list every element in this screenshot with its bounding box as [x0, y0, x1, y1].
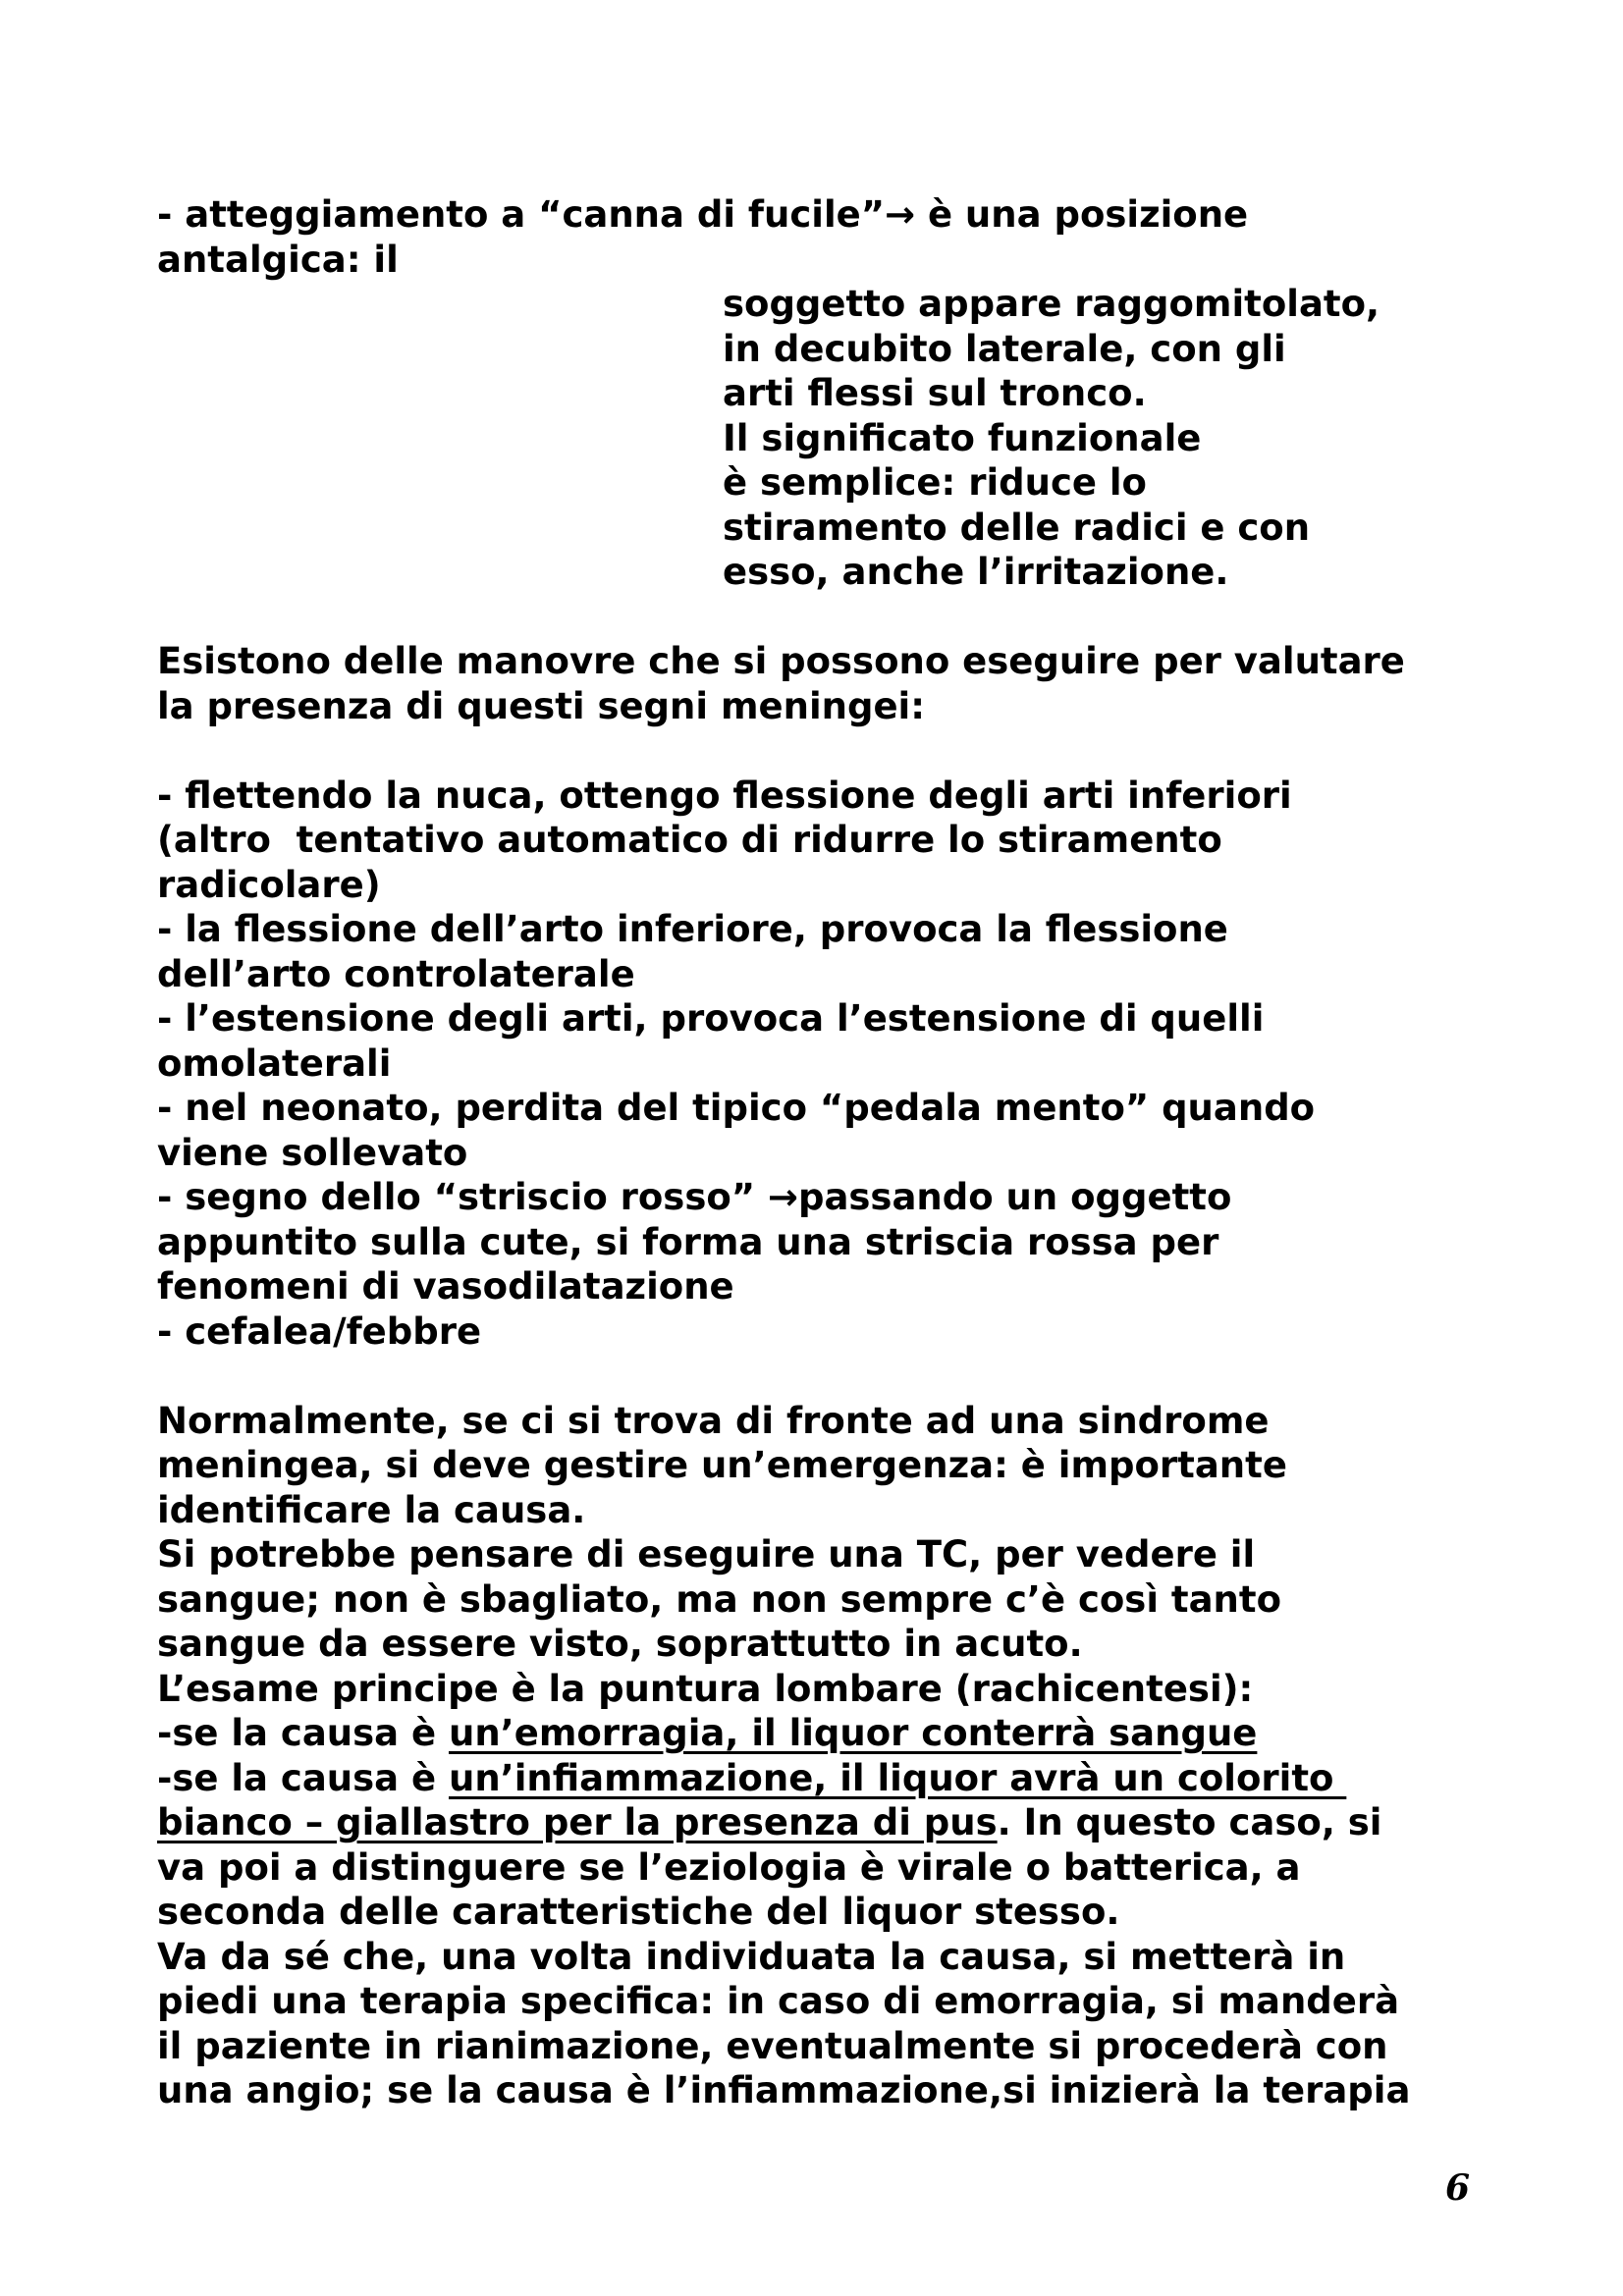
indented-line: arti flessi sul tronco. — [723, 372, 1147, 414]
infiammazione-underlined: un’infiammazione, il liquor avrà un colorito — [448, 1756, 1347, 1799]
text-line: la presenza di questi segni meningei: — [157, 684, 926, 727]
text-line: Si potrebbe pensare di eseguire una TC, per vedere il — [157, 1533, 1256, 1575]
infiammazione-underlined-2: bianco – giallastro per la presenza di pus — [157, 1801, 998, 1843]
infiammazione-line-2 — [157, 1800, 1532, 1845]
paragraph-gap — [157, 728, 1532, 774]
text-line: Va da sé che, una volta individuata la causa, si metterà in — [157, 1935, 1346, 1978]
text-line: - atteggiamento a “canna di fucile”→ è una posizione — [157, 193, 1249, 236]
list-line: dell’arto controlaterale — [157, 952, 635, 995]
text-line: Esistono delle manovre che si possono eseguire per valutare — [157, 640, 1405, 682]
infiammazione-prefix: -se la causa è — [157, 1756, 449, 1799]
list-line: fenomeni di vasodilatazione — [157, 1265, 734, 1308]
text-line: piedi una terapia specifica: in caso di emorragia, si manderà — [157, 1980, 1400, 2022]
paragraph-gap — [157, 595, 1532, 640]
paragraph-gap — [157, 1354, 1532, 1399]
indented-line: esso, anche l’irritazione. — [723, 551, 1229, 593]
text-line: sangue da essere visto, soprattutto in acuto. — [157, 1623, 1083, 1665]
list-line: - segno dello “striscio rosso” →passando un oggetto — [157, 1176, 1232, 1218]
document-body — [157, 192, 1532, 2113]
list-line: - nel neonato, perdita del tipico “pedala mento” quando — [157, 1087, 1316, 1129]
infiammazione-suffix: . In questo caso, si — [997, 1801, 1382, 1843]
indented-line: in decubito laterale, con gli — [723, 327, 1286, 370]
list-line: viene sollevato — [157, 1131, 468, 1174]
text-line: antalgica: il — [157, 238, 399, 281]
emorragia-underlined: un’emorragia, il liquor conterrà sangue — [448, 1712, 1258, 1754]
indented-line: è semplice: riduce lo — [723, 461, 1147, 504]
text-line: seconda delle caratteristiche del liquor stesso. — [157, 1891, 1120, 1933]
indented-line: stiramento delle radici e con — [723, 506, 1311, 549]
infiammazione-line — [157, 1756, 1532, 1801]
emorragia-prefix: -se la causa è — [157, 1712, 449, 1754]
list-line: - cefalea/febbre — [157, 1309, 482, 1353]
list-line: - flettendo la nuca, ottengo flessione degli arti inferiori — [157, 774, 1292, 817]
text-line: L’esame principe è la puntura lombare (rachicentesi): — [157, 1667, 1254, 1710]
emorragia-line — [157, 1711, 1532, 1756]
list-line: - l’estensione degli arti, provoca l’estensione di quelli — [157, 997, 1265, 1040]
list-line: radicolare) — [157, 863, 381, 906]
list-line: - la flessione dell’arto inferiore, provoca la flessione — [157, 908, 1228, 950]
text-line: meningea, si deve gestire un’emergenza: è importante — [157, 1444, 1287, 1486]
list-line: (altro tentativo automatico di ridurre lo stiramento — [157, 819, 1222, 861]
text-line: il paziente in rianimazione, eventualmente si procederà con — [157, 2024, 1388, 2067]
indented-line: Il significato funzionale — [723, 416, 1202, 459]
text-line: una angio; se la causa è l’infiammazione,si inizierà la terapia — [157, 2069, 1411, 2111]
text-line: sangue; non è sbagliato, ma non sempre c’è così tanto — [157, 1577, 1281, 1621]
indented-line: soggetto appare raggomitolato, — [723, 283, 1380, 325]
text-line: identificare la causa. — [157, 1488, 586, 1531]
text-line: Normalmente, se ci si trova di fronte ad una sindrome — [157, 1399, 1270, 1442]
text-line: va poi a distinguere se l’eziologia è virale o batterica, a — [157, 1845, 1301, 1889]
page-number: 6 — [1445, 2167, 1471, 2209]
list-line: appuntito sulla cute, si forma una striscia rossa per — [157, 1220, 1219, 1263]
list-line: omolaterali — [157, 1041, 392, 1085]
